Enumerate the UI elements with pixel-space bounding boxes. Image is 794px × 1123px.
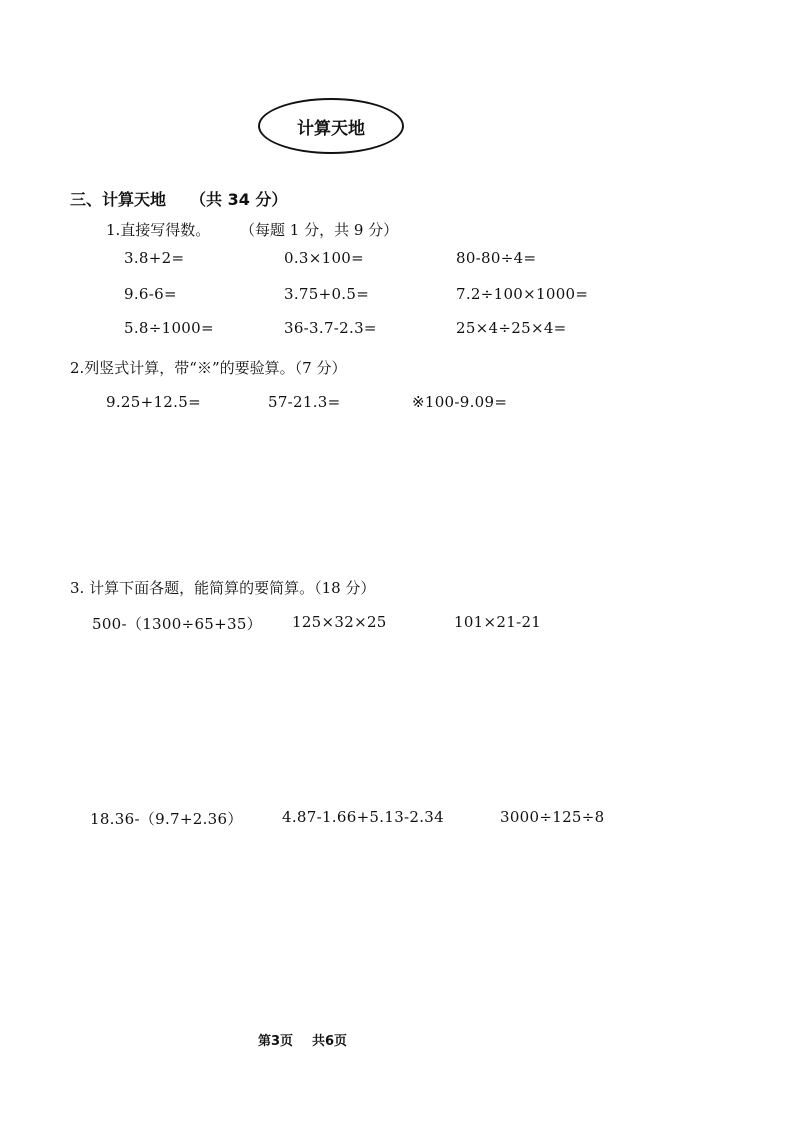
part3-expr: 101×21-21 [454,613,542,631]
part3-expr: 18.36-（9.7+2.36） [90,810,243,828]
part1-expr: 3.75+0.5= [284,285,370,303]
part3-expr: 4.87-1.66+5.13-2.34 [282,808,444,826]
section-heading: 三、计算天地 [70,190,167,209]
part3-expr: 125×32×25 [292,613,387,631]
part1-expr: 7.2÷100×1000= [456,285,589,303]
part1-expr: 80-80÷4= [456,249,537,267]
part1-expr: 25×4÷25×4= [456,319,567,337]
part3-label: 3. 计算下面各题，能简算的要简算。（18 分） [70,579,376,597]
part1-expr: 5.8÷1000= [124,319,214,337]
title-oval [258,98,404,154]
part1-expr: 9.6-6= [124,285,177,303]
footer-page-total: 共6页 [312,1034,348,1049]
part1-label: 1.直接写得数。 [106,221,211,239]
part1-expr: 3.8+2= [124,249,185,267]
part1-points: （每题 1 分，共 9 分） [240,221,399,239]
part1-expr: 36-3.7-2.3= [284,319,377,337]
part2-expr: 9.25+12.5= [106,393,201,411]
part3-expr: 500-（1300÷65+35） [92,615,262,633]
page-title: 计算天地 [297,118,365,139]
part2-expr: 57-21.3= [268,393,341,411]
part2-expr: ※100-9.09= [412,393,508,411]
footer-page-number: 第3页 [258,1034,294,1049]
part3-expr: 3000÷125÷8 [500,808,605,826]
part2-label: 2.列竖式计算，带“※”的要验算。（7 分） [70,359,347,377]
part1-expr: 0.3×100= [284,249,365,267]
section-points: （共 34 分） [190,190,288,209]
